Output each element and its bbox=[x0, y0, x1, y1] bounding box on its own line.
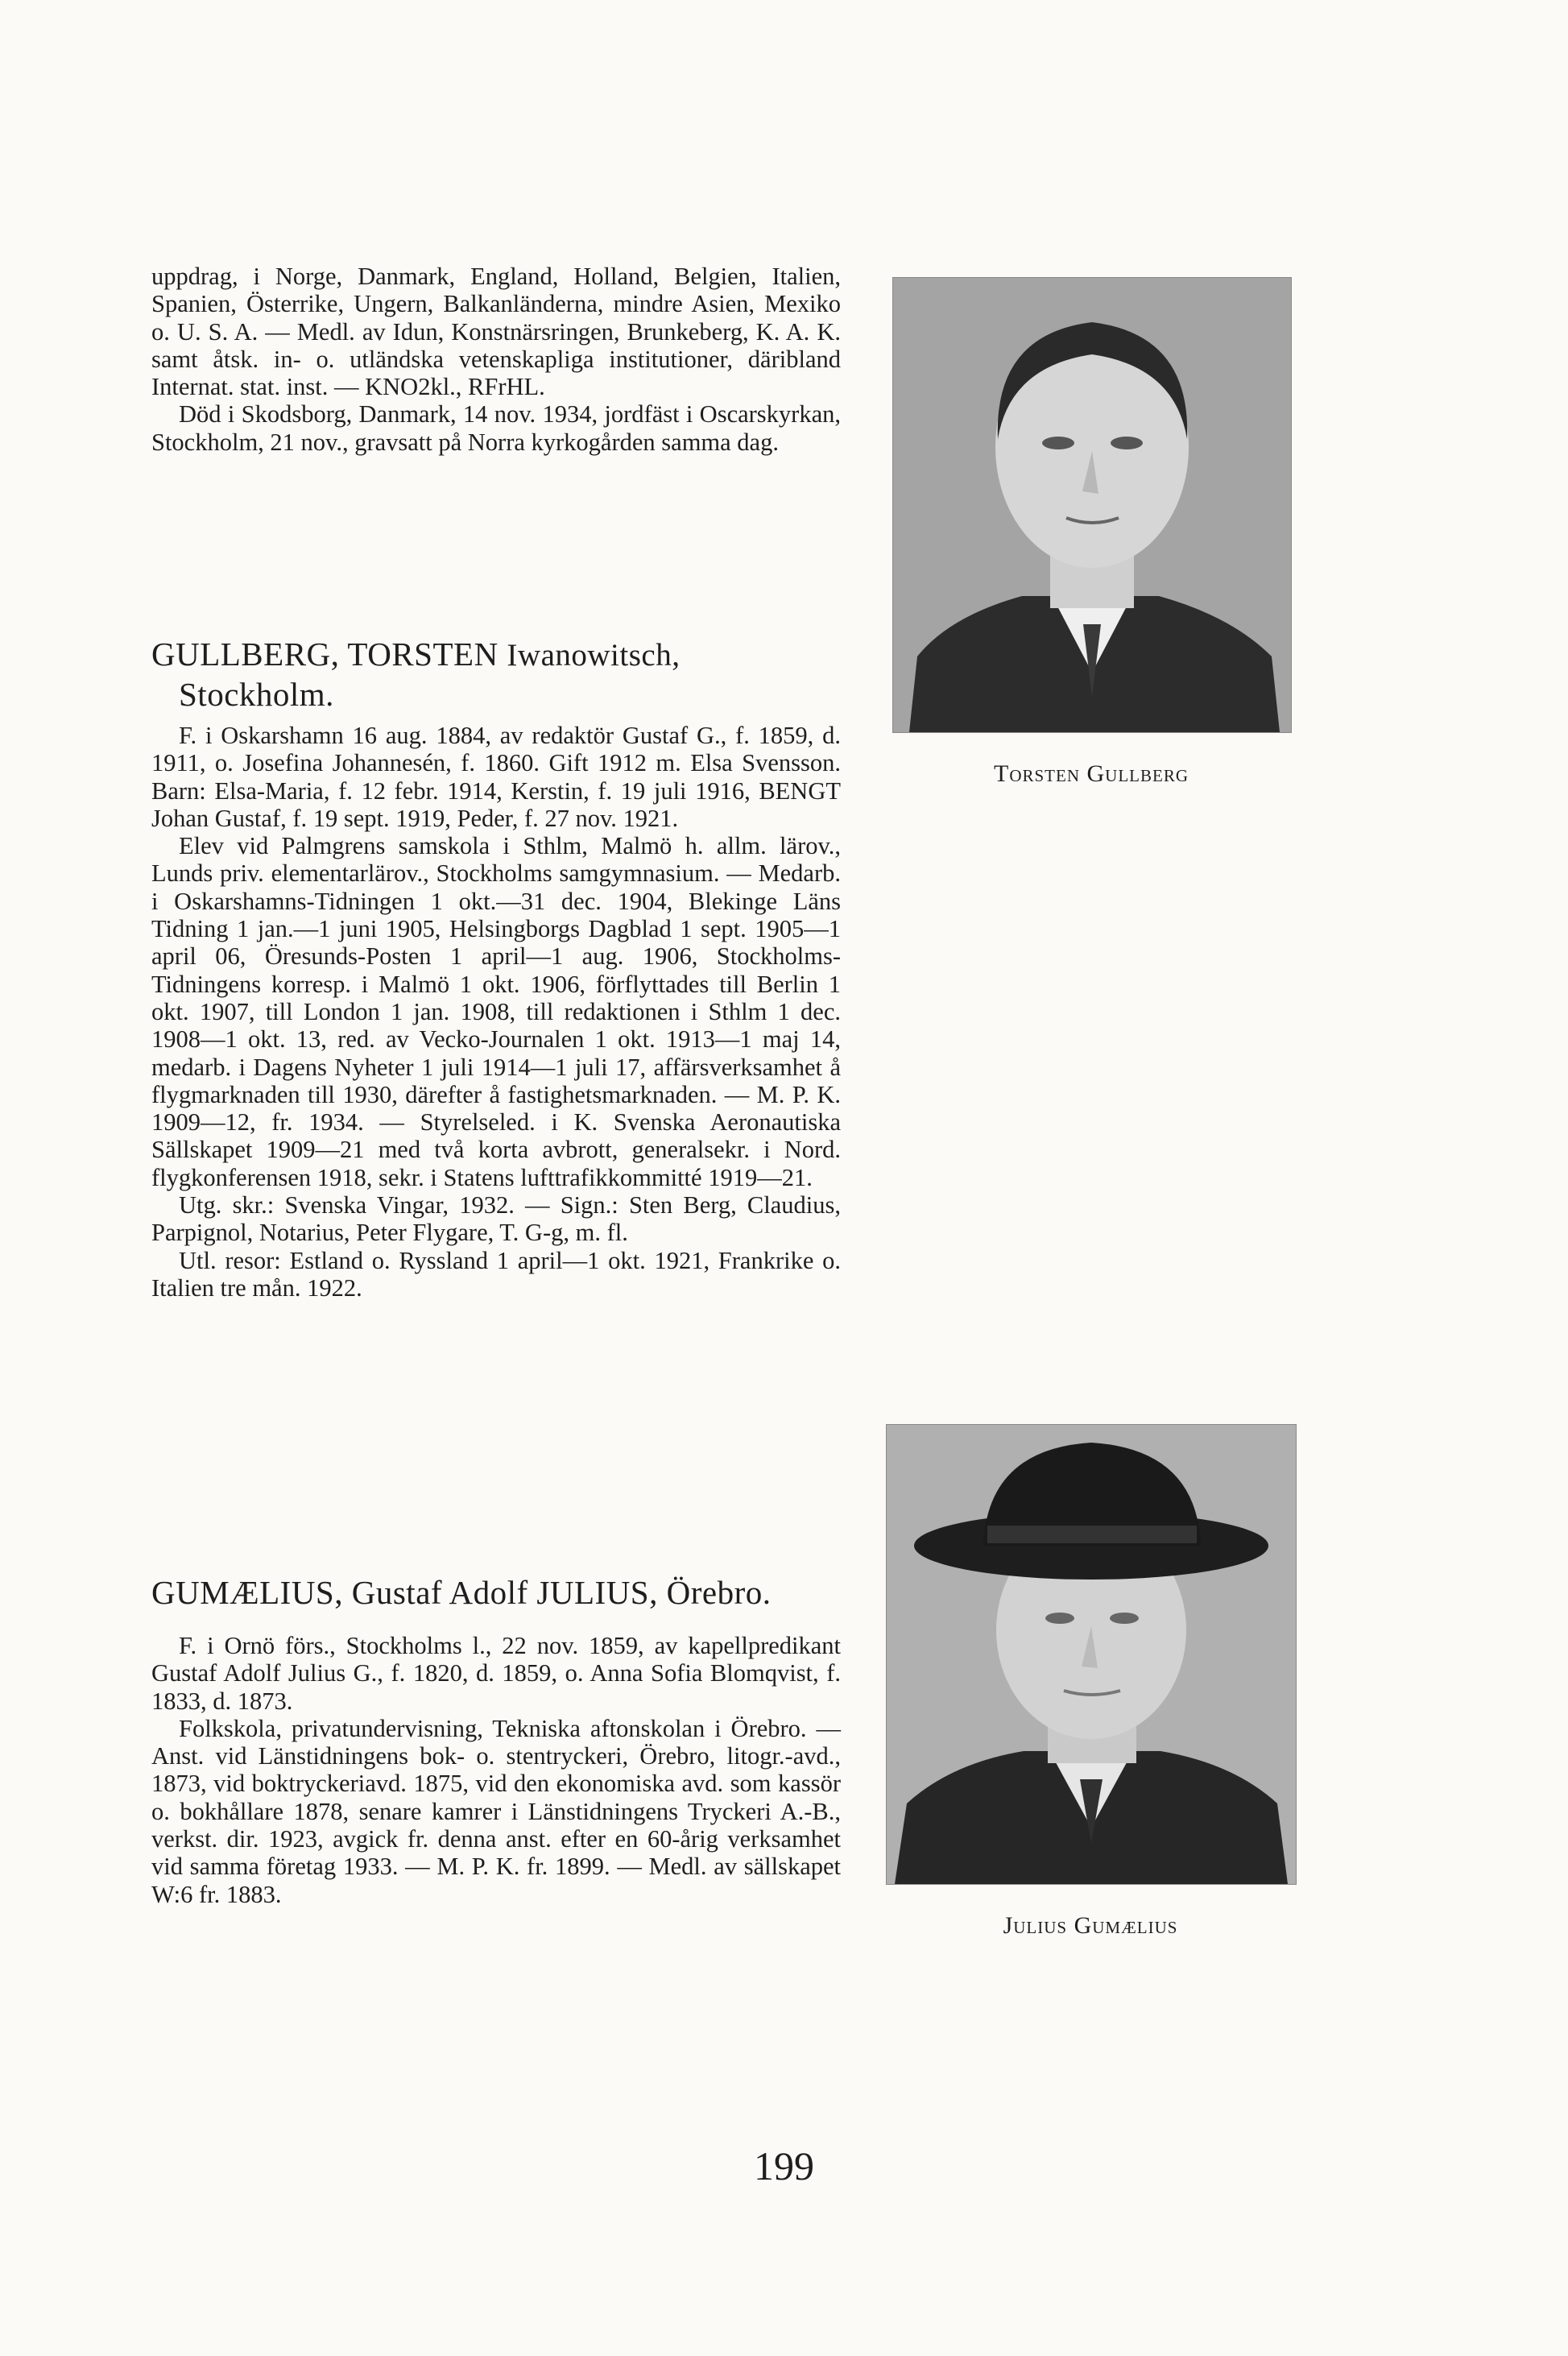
gumaelius-heading-text: GUMÆLIUS, Gustaf Adolf JULIUS, Örebro. bbox=[151, 1574, 772, 1611]
gumaelius-paragraph: Folkskola, privatundervisning, Tekniska aftonskolan i Örebro. — Anst. vid Länstidningens bok- o. stentryckeri, Örebro, litogr.-avd., 1873, vid boktryckeriavd. 1875, vid den ekonomiska avd. som kassör o. bokhållare 1878, senare kamrer i Länstidningens Tryckeri A.-B., verkst. dir. 1923, avgick fr. denna anst. efter en 60-årig verksamhet vid samma företag 1933. — M. P. K. fr. 1899. — Medl. av sällskapet W:6 fr. 1883. bbox=[151, 1714, 841, 1908]
gullberg-paragraph: Utl. resor: Estland o. Ryssland 1 april—1 okt. 1921, Frankrike o. Italien tre mån. 1922. bbox=[151, 1246, 841, 1302]
julius-gumaelius-portrait bbox=[886, 1424, 1297, 1885]
previous-entry-paragraph: uppdrag, i Norge, Danmark, England, Holland, Belgien, Italien, Spanien, Österrike, Ungern, Balkanländerna, mindre Asien, Mexiko o. U. S. A. — Medl. av Idun, Konstnärsringen, Brunkeberg, K. A. K. samt åtsk. in- o. utländska vetenskapliga institutioner, däribland Internat. stat. inst. — KNO2kl., RFrHL. bbox=[151, 263, 841, 401]
gullberg-heading bbox=[151, 635, 876, 714]
gullberg-paragraph: Utg. skr.: Svenska Vingar, 1932. — Sign.: Sten Berg, Claudius, Parpignol, Notarius, Peter Flygare, T. G-g, m. fl. bbox=[151, 1191, 841, 1247]
gullberg-caption-text: Torsten Gullberg bbox=[994, 760, 1189, 787]
portrait-illustration bbox=[887, 1425, 1296, 1884]
page-number: 199 bbox=[754, 2143, 814, 2188]
gullberg-paragraph: F. i Oskarshamn 16 aug. 1884, av redaktör Gustaf G., f. 1859, d. 1911, o. Josefina Johannesén, f. 1860. Gift 1912 m. Elsa Svensson. Barn: Elsa-Maria, f. 12 febr. 1914, Kerstin, f. 19 juli 1916, BENGT Johan Gustaf, f. 19 sept. 1919, Peder, f. 27 nov. 1921. bbox=[151, 722, 841, 832]
gumaelius-biography bbox=[151, 1632, 841, 1908]
gumaelius-caption bbox=[886, 1912, 1295, 1940]
torsten-gullberg-portrait bbox=[892, 277, 1292, 733]
gullberg-caption bbox=[892, 760, 1290, 788]
gullberg-heading-name: GULLBERG, TORSTEN bbox=[151, 636, 499, 673]
previous-entry-continuation bbox=[151, 263, 841, 456]
previous-entry-paragraph: Död i Skodsborg, Danmark, 14 nov. 1934, jordfäst i Oscarskyrkan, Stockholm, 21 nov., gravsatt på Norra kyrkogården samma dag. bbox=[151, 400, 841, 456]
gullberg-heading-place: Stockholm. bbox=[179, 676, 334, 713]
gullberg-heading-rest: Iwanowitsch, bbox=[507, 638, 681, 673]
portrait-illustration bbox=[893, 278, 1291, 732]
gumaelius-paragraph: F. i Ornö förs., Stockholms l., 22 nov. 1859, av kapellpredikant Gustaf Adolf Julius G., f. 1820, d. 1859, o. Anna Sofia Blomqvist, f. 1833, d. 1873. bbox=[151, 1632, 841, 1715]
gumaelius-caption-text: Julius Gumælius bbox=[1003, 1912, 1178, 1939]
gullberg-biography bbox=[151, 722, 841, 1302]
gullberg-paragraph: Elev vid Palmgrens samskola i Sthlm, Malmö h. allm. lärov., Lunds priv. elementarlärov., Stockholms samgymnasium. — Medarb. i Oskarshamns-Tidningen 1 okt.—31 dec. 1904, Blekinge Läns Tidning 1 jan.—1 juni 1905, Helsingborgs Dagblad 1 sept. 1905—1 april 06, Öresunds-Posten 1 april—1 aug. 1906, Stockholms-Tidningens korresp. i Malmö 1 okt. 1906, förflyttades till Berlin 1 okt. 1907, till London 1 jan. 1908, till redaktionen i Sthlm 1 dec. 1908—1 okt. 13, red. av Vecko-Journalen 1 okt. 1913—1 maj 14, medarb. i Dagens Nyheter 1 juli 1914—1 juli 17, affärsverksamhet å flygmarknaden till 1930, därefter å fastighetsmarknaden. — M. P. K. 1909—12, fr. 1934. — Styrelseled. i K. Svenska Aeronautiska Sällskapet 1909—21 med två korta avbrott, generalsekr. i Nord. flygkonferensen 1918, sekr. i Statens lufttrafikkommitté 1919—21. bbox=[151, 832, 841, 1191]
gumaelius-heading bbox=[151, 1573, 876, 1612]
